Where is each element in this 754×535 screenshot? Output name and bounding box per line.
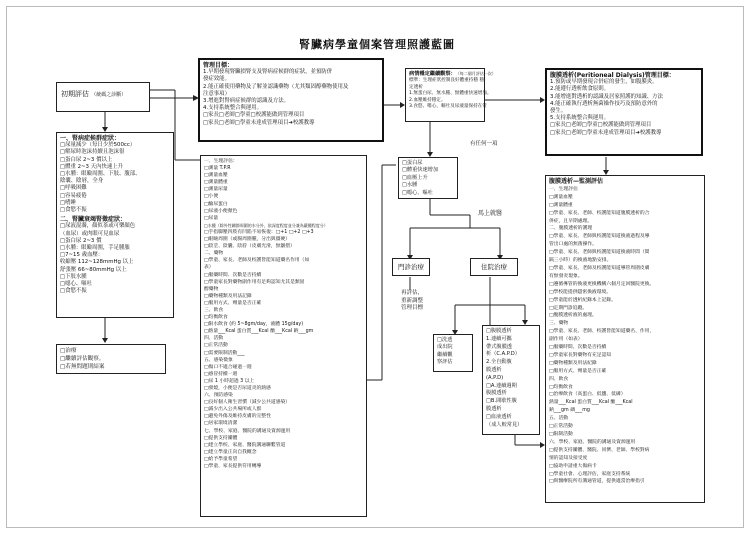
outpatient-label: 門診治療 (398, 263, 424, 271)
pd-care-line: □學童社會、心理評估，家庭支持系統 (549, 471, 631, 477)
pd-goals-line: 發生。 (550, 108, 567, 115)
care-assessment-box (200, 155, 367, 517)
checklist-item: □水腫 (402, 182, 418, 189)
pd-goals-line: 5.支持系統整合與運用。 (550, 115, 610, 122)
stable-line: 1.無蛋白尿、無水腫、無體重快速增加。 (409, 91, 492, 97)
symptom-item-2: □噁心、嘔吐 (60, 281, 93, 288)
treatment-item: □若無問題則結案 (60, 364, 105, 370)
dialysis-options-box (482, 325, 540, 435)
symptom-item-2: □尿液混濁，顏似茶或可樂顏色 (60, 223, 136, 230)
symptom-item-2: 收縮壓 112~128mmHg 以上 (60, 259, 134, 266)
care-line: □手指脚壓四肢有凹陷不易恢復：□+1 □+2 □+3 (204, 229, 314, 235)
goals-line: 1.早期發現腎臟損腎支及腎病症候群的症狀，並預防併 (203, 69, 333, 76)
dialysis-option: 腹膜透析 (486, 390, 507, 397)
dialysis-option: 1.連續可攜 (486, 335, 512, 342)
initial-assessment-sub: （統碼之診斷） (91, 92, 127, 98)
dialysis-option: □B.間歇性腹 (486, 398, 517, 405)
care-line: □服藥時間、次數是否持續 (204, 272, 262, 278)
care-line: □給予學童希望 (204, 456, 238, 462)
checklist-item: □體重快速增加 (402, 167, 439, 174)
pd-goals-line: 3.能增進對透析的認識及居家照護的知識、方法 (550, 93, 663, 100)
treatment-item: □繼續評估觀察。 (60, 356, 105, 362)
care-line: □服用方式、劑量是否正確 (204, 300, 262, 306)
symptom-item: □解尿時泡沫持續且泡沫很 (60, 149, 125, 156)
goals-line: 4.支持系統整合與運用。 (203, 105, 263, 112)
pd-care-line: □學校能提供隱密換液環境。 (549, 289, 612, 295)
pd-care-line: 五、活動 (549, 416, 569, 422)
symptom-item-2: □7~15 歲血壓： (60, 252, 104, 259)
pd-care-line: 情的認知及接受度 (549, 455, 588, 461)
management-goals-box (198, 58, 384, 142)
pd-care-line: □學童能於透析紀錄本上記錄。 (549, 297, 616, 303)
symptom-item: 陰囊、陰唇，全身 (60, 178, 104, 185)
care-line: □測量血壓 (204, 173, 228, 179)
pd-care-line: 三、藥物 (549, 321, 569, 327)
goals-line: 2.能正確使用藥物及了解並認識藥物（尤其類固醇藥物使用及 (203, 83, 349, 90)
stable-line: 標準：生理症狀控制良好體重持穩 穩 (409, 78, 484, 84)
symptom-item: □尿量減少（每日少於500cc） (60, 142, 136, 149)
discharge-line: 察評估 (437, 359, 453, 366)
pd-care-line: □遵循導管的換液更換機構六個月定回醫院更換。 (549, 281, 655, 287)
discharge-line: □洗透 (437, 337, 453, 343)
treatment-item: □治療 (60, 348, 77, 354)
symptom-item-2: （血尿）或肉眼可見血尿 (60, 230, 120, 237)
pd-care-line: □腹膜透析液的處理。 (549, 313, 597, 319)
goals-line: 發症效能。 (203, 76, 230, 83)
goals-line: □家長□老師□學童未達成管理項目➔校護教導 (203, 119, 315, 126)
care-line: □良好個人衛生習慣（減少公共道感染） (204, 400, 291, 406)
pd-care-line: □藥物種類及用法紀錄 (549, 360, 597, 366)
care-line: 三、飲食 (204, 307, 224, 313)
goals-line: □家長□老師□學童□校護能做到管理項目 (203, 112, 305, 119)
symptoms-box (56, 132, 174, 318)
care-line: □測量 T.P.R (204, 166, 231, 172)
pd-care-line: □學童、家長、老師及校護能知道導管周圍皮膚 (549, 265, 650, 271)
pd-goals-box (545, 68, 703, 156)
pd-goals-line: 2.能遵行透析飲食原則。 (550, 86, 610, 93)
discharge-line: 繼續觀 (437, 351, 453, 358)
care-line: □建立學校、家庭、醫院溝通聯繫管道 (204, 442, 286, 448)
pd-care-line: 隔三小時）的換液地點安排。 (549, 258, 612, 264)
pd-care-line: 一、生理評估 (549, 186, 578, 192)
care-line: □需要限制活動___ (204, 350, 245, 356)
care-line: □驗尿蛋白 (204, 201, 228, 207)
stable-monitoring-box (405, 68, 496, 122)
stable-line: 3.食慾、嗜心、嘔吐及尿液量保持在常 (409, 104, 487, 110)
pd-care-line: □學童、家長、老師、校護能知道腹膜透析的合 (549, 210, 650, 216)
pd-care-line: 有無發炎現象。 (549, 273, 583, 279)
pd-care-line: □限制活動 (549, 432, 573, 437)
care-line: 五、感染徵象 (204, 357, 233, 363)
discharge-box (433, 334, 473, 372)
care-line: 四、活動 (204, 336, 224, 342)
initial-assessment-label: 初期評估 (61, 90, 89, 98)
pd-goals-header: 腹膜透析(Peritioneal Dialysis)管理目標： (550, 72, 675, 79)
care-line: 一、生理評估： (204, 159, 238, 164)
stable-header-sub: （每二個月評估一次） (455, 71, 496, 76)
symptom-item-2: □下肢水腫 (60, 273, 87, 280)
care-line: □尿液小便顏色 (204, 208, 238, 214)
care-line: □陰莖、陰囊、陰唇（皮膚光滑，無皺摺） (204, 244, 295, 250)
care-line: □測量體重 (204, 180, 228, 186)
warning-checklist-box (398, 157, 458, 199)
care-line: □水腫（除外性關節周圍的水分外，依深度程度並分兼為嚴腫程度分） (204, 222, 328, 228)
symptom-item-2: □水腫：眼瞼周圍，手足腫脹 (60, 245, 130, 252)
care-line: □小便 (204, 194, 219, 200)
dialysis-option: □腹膜透析 (486, 328, 512, 334)
pd-care-line: 四、飲食 (549, 376, 569, 382)
care-line: □藥物種類及用法記錄 (204, 293, 252, 299)
dialysis-option: □血液透析 (486, 413, 512, 420)
stable-line: 2.血壓維持穩定。 (409, 97, 446, 103)
checklist-item: □血壓上升 (402, 174, 428, 181)
checklist-note: 有任何一項 (470, 141, 498, 147)
care-line: □測量尿量 (204, 187, 228, 193)
dialysis-option: 膜透析 (486, 405, 502, 412)
pd-care-line: □學童、家長、老師與校護能知道換液時間（間 (549, 250, 650, 256)
stable-line: 定透析 (409, 84, 423, 90)
symptom-item: □食慾不振 (60, 207, 87, 214)
treatment-box (56, 344, 166, 374)
pd-care-line: □測量體重 (549, 202, 573, 208)
pd-goals-line: □家長□老師□學童□校護能做到管理項目 (550, 122, 652, 129)
goals-line: 注意事項） (203, 90, 230, 97)
discharge-line: 成出院 (437, 344, 453, 351)
pd-care-line: □學童家長對藥物有充足認知 (549, 352, 612, 358)
pd-goals-line: 1.預防或早期發現合併症的發生，如腹膜炎。 (550, 79, 658, 86)
pd-care-line: □協助申請重大傷病卡 (549, 463, 597, 469)
care-line: □減少出入公共場所或人群 (204, 407, 262, 413)
care-line: □傷口不適合碰過一週 (204, 364, 252, 370)
pd-care-line: 管出口處的無菌操作。 (549, 242, 597, 248)
symptom-item: □體重 2~3 天內快速上升 (60, 163, 124, 170)
symptoms-header-2: 二、腎臟衰竭腎徵症狀： (60, 216, 127, 224)
care-line: □限水飲食 (約 5~8gm/day，液體 15g/day) (204, 322, 304, 328)
care-line: □避免外傷及維持皮膚的完整性 (204, 414, 271, 420)
symptom-item-2: 舒張壓 66~80mmHg 以上 (60, 266, 127, 273)
symptom-item: □水腫：眼瞼周圍、下肢、腹部、 (60, 171, 141, 178)
goals-line: 3.增進對腎病症候群的認識及方法。 (203, 98, 290, 105)
pd-care-line: 二、腹膜透析的護理 (549, 226, 593, 232)
goals-header: 管理目標： (203, 62, 234, 69)
outpatient-box (392, 258, 430, 276)
care-line: □發燒，小便是否尿道炎的熱感 (204, 386, 271, 391)
pd-care-line: □學童、家長、老師、校護皆能知道藥名、作用， (549, 329, 655, 335)
dialysis-option: □A.連續週期 (486, 382, 517, 389)
dialysis-option: 膜透析 (486, 366, 502, 373)
pd-care-line: 副作用（如表） (549, 337, 583, 343)
initial-assessment-box (56, 82, 150, 112)
pd-care-header: 腹膜透析—監測評估 (549, 178, 604, 185)
care-line: 二、藥物 (204, 251, 224, 257)
care-line: □熱量___Kcal 蛋白質___Kcal 醣___Kcal 鈉___gm (204, 329, 314, 335)
care-line: □建立學童正向自我概念 (204, 449, 257, 455)
care-line: □學童、家長、老師及校護皆能知道藥名作用（如 (204, 258, 310, 264)
care-line: □尿量 (204, 215, 219, 221)
pd-care-line: 六、學校、家庭、醫院的溝通及資源運用 (549, 439, 636, 445)
care-line: □正常活動 (204, 343, 228, 349)
care-line: □居家環境清潔 (204, 421, 238, 427)
pd-care-line: □均衡飲食 (549, 384, 573, 390)
care-line: □學童家長對藥物副作用有足夠認知尤其是類固 (204, 279, 305, 285)
pd-goals-line: □家長□老師□學童未達成管理項目➔校護教導 (550, 129, 662, 136)
checklist-item: □噁心、嘔吐 (402, 189, 433, 196)
care-line: □眼瞼周圍（或腸周圍腫，分出與僵硬） (204, 237, 291, 243)
symptom-item-2: □蛋白尿 2~3 價 (60, 237, 102, 244)
pd-care-line: □服藥時間、次數是否持續 (549, 345, 607, 351)
dialysis-option: 2.全自動腹 (486, 359, 512, 366)
stable-header: 病情穩定繼續觀察： (409, 71, 456, 77)
care-line: □提供支持團體 (204, 435, 238, 441)
pd-care-line: □學童、家長、老師與校護能知道換液過程及導 (549, 234, 650, 240)
inpatient-label: 住院治療 (481, 263, 507, 271)
care-line: 醇藥物 (204, 286, 219, 292)
care-line: 六、預防感染 (204, 393, 233, 399)
pd-care-line: 熱量___Kcal 蛋白質___Kcal 醣___Kcal (549, 400, 633, 406)
symptoms-header: 一、腎病症候群症狀： (60, 135, 121, 142)
pd-care-line: 併症，且早期處理。 (549, 218, 593, 224)
pd-care-line: □服用方式、劑量是否正確 (549, 368, 607, 374)
dialysis-option: 析（C.A.P.D） (486, 351, 520, 358)
care-line: □感冒持續一週 (204, 371, 238, 377)
pd-care-line: □測量血壓 (549, 194, 573, 200)
pd-care-line: □提供支持團體、醫院、同儕、老師、學校對病 (549, 447, 650, 453)
symptom-item-2: □食慾不振 (60, 288, 87, 295)
pd-monitoring-box (545, 175, 705, 503)
symptom-item: □嗜睡 (60, 199, 76, 206)
immediate-label: 馬上就醫 (478, 210, 503, 217)
care-line: □均衡飲食 (204, 315, 228, 321)
symptom-item: □蛋白尿 2~3 價以上 (60, 156, 113, 163)
care-line: □學童、家長提供符用轉導 (204, 464, 262, 470)
dialysis-option: 帶式腹膜透 (486, 343, 512, 350)
dialysis-option: (A.P.D) (486, 374, 504, 381)
symptom-item: □呼吸困難 (60, 185, 87, 192)
page-title: 腎臟病學童個案管理照護藍圖 (299, 38, 455, 51)
pd-care-line: □正常活動 (549, 424, 573, 430)
dialysis-option: （成人較常見） (486, 421, 523, 428)
pd-care-line: □治療飲食（高蛋白、低鹽、低磷） (549, 392, 626, 398)
symptom-item: □容易疲倦 (60, 192, 87, 199)
pd-care-line: 鈉___gm 磷___mg (549, 408, 590, 414)
pd-goals-line: 4.能正確執行透析無菌操作技巧及預防意外的 (550, 100, 658, 107)
checklist-item: □蛋白尿 (402, 160, 423, 166)
care-line: 七、學校、家庭、醫院的溝通及資源運用 (204, 428, 291, 434)
pd-care-line: □與醫療院所有溝通管道，提供適當治療指引 (549, 479, 645, 485)
care-line: □尿 1 小時超過 3 以上 (204, 378, 255, 384)
reassess-label: 再評估， 重新調整 管理目標 (400, 290, 423, 311)
care-line: 表） (204, 265, 214, 271)
pd-care-line: □定期門診追蹤。 (549, 305, 588, 311)
inpatient-box (470, 258, 518, 276)
